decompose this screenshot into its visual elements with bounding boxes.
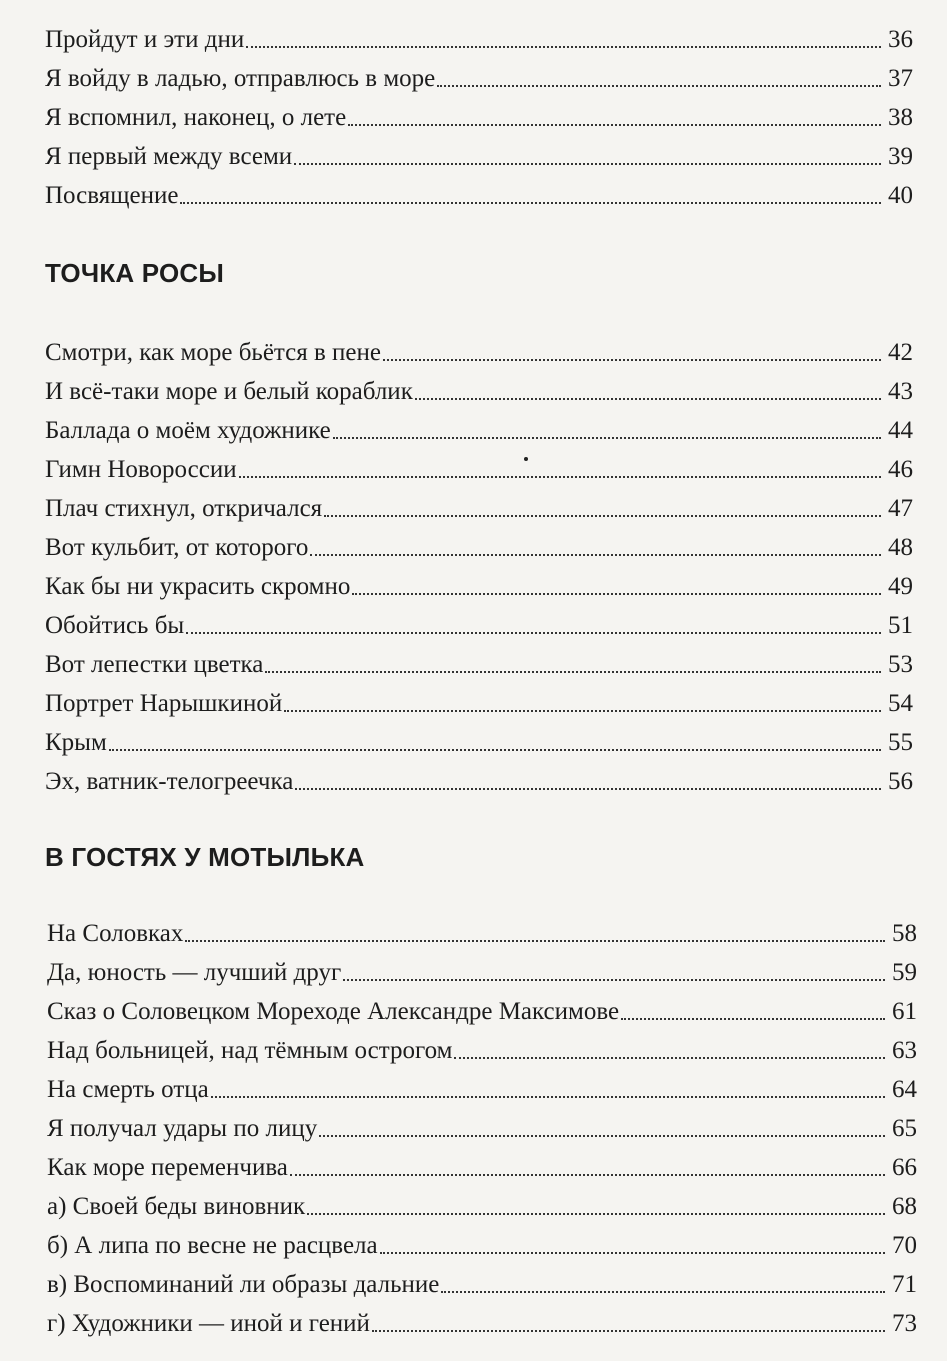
dot-leader <box>294 163 881 165</box>
toc-entry-page: 53 <box>888 651 913 678</box>
toc-entry-page: 70 <box>892 1232 917 1259</box>
toc-entry-title: а) Своей беды виновник <box>47 1193 306 1220</box>
toc-entry-title: г) Художники — иной и гений <box>47 1310 370 1337</box>
dot-leader <box>295 788 881 790</box>
toc-entry <box>45 20 913 52</box>
dot-leader <box>343 979 885 981</box>
toc-entry-page: 48 <box>888 534 913 561</box>
toc-entry-title: Посвящение <box>45 182 179 209</box>
toc-entry-title: Над больницей, над тёмным острогом <box>47 1037 453 1064</box>
toc-entry-title: Пройдут и эти дни <box>45 26 245 53</box>
toc-entry-page: 54 <box>888 690 913 717</box>
toc-entry-title: Да, юность — лучший друг <box>47 959 342 986</box>
toc-entry-page: 43 <box>888 378 913 405</box>
toc-entry <box>45 645 913 677</box>
dot-leader <box>372 1330 885 1332</box>
toc-entry-page: 46 <box>888 456 913 483</box>
toc-entry-title: На Соловках <box>47 920 184 947</box>
toc-entry-page: 63 <box>892 1037 917 1064</box>
dot-leader <box>290 1174 885 1176</box>
toc-entry-title: На смерть отца <box>47 1076 209 1103</box>
toc-entry-title: Я войду в ладью, отправлюсь в море <box>45 65 436 92</box>
toc-entry-title: Плач стихнул, откричался <box>45 495 323 522</box>
dot-leader <box>319 1135 885 1137</box>
toc-entry-title: Крым <box>45 729 107 756</box>
toc-entry-title: б) А липа по весне не расцвела <box>47 1232 378 1259</box>
toc-entry-page: 44 <box>888 417 913 444</box>
toc-entry-title: Как море переменчива <box>47 1154 288 1181</box>
dot-leader <box>186 632 881 634</box>
toc-entry-page: 66 <box>892 1154 917 1181</box>
toc-entry-title: в) Воспоминаний ли образы дальние <box>47 1271 440 1298</box>
dot-leader <box>333 437 881 439</box>
dot-leader <box>352 593 881 595</box>
toc-entry <box>47 953 917 985</box>
toc-entry-page: 73 <box>892 1310 917 1337</box>
toc-entry <box>45 333 913 365</box>
toc-entry <box>45 528 913 560</box>
toc-entry <box>45 450 913 482</box>
dot-leader <box>180 202 881 204</box>
dot-leader <box>621 1018 885 1020</box>
toc-entry <box>45 59 913 91</box>
toc-entry-page: 51 <box>888 612 913 639</box>
toc-entry-title: Баллада о моём художнике <box>45 417 331 444</box>
toc-entry <box>45 762 913 794</box>
section-title: В ГОСТЯХ У МОТЫЛЬКА <box>45 842 365 872</box>
toc-entry-page: 68 <box>892 1193 917 1220</box>
dot-leader <box>185 940 885 942</box>
toc-entry <box>47 1265 917 1297</box>
toc-entry-title: Гимн Новороссии <box>45 456 237 483</box>
toc-entry <box>45 489 913 521</box>
toc-entry <box>45 176 913 208</box>
toc-entry-title: Я вспомнил, наконец, о лете <box>45 104 347 131</box>
toc-entry-page: 40 <box>888 182 913 209</box>
toc-entry <box>45 606 913 638</box>
toc-entry <box>45 98 913 130</box>
toc-entry-page: 64 <box>892 1076 917 1103</box>
dot-leader <box>437 85 881 87</box>
toc-entry-title: Вот кульбит, от которого <box>45 534 309 561</box>
toc-entry <box>47 1226 917 1258</box>
toc-entry-page: 71 <box>892 1271 917 1298</box>
dot-leader <box>380 1252 885 1254</box>
toc-entry <box>47 1304 917 1336</box>
toc-entry-page: 55 <box>888 729 913 756</box>
dot-leader <box>310 554 881 556</box>
toc-entry <box>45 723 913 755</box>
dot-leader <box>454 1057 885 1059</box>
dot-leader <box>441 1291 885 1293</box>
section-title: ТОЧКА РОСЫ <box>45 258 225 288</box>
toc-entry-title: Я первый между всеми <box>45 143 293 170</box>
toc-entry-page: 59 <box>892 959 917 986</box>
toc-entry-title: Вот лепестки цветка <box>45 651 264 678</box>
toc-entry-page: 47 <box>888 495 913 522</box>
toc-entry-title: Сказ о Соловецком Мореходе Александре Максимове <box>47 998 620 1025</box>
dot-leader <box>324 515 881 517</box>
toc-entry-title: Смотри, как море бьётся в пене <box>45 339 381 366</box>
dot-leader <box>307 1213 885 1215</box>
dot-leader <box>284 710 881 712</box>
toc-entry-page: 42 <box>888 339 913 366</box>
toc-entry <box>45 137 913 169</box>
toc-entry-page: 38 <box>888 104 913 131</box>
toc-entry <box>45 684 913 716</box>
toc-entry-title: И всё-таки море и белый кораблик <box>45 378 413 405</box>
toc-entry-title: Эх, ватник-телогреечка <box>45 768 294 795</box>
toc-entry <box>45 372 913 404</box>
toc-entry-page: 37 <box>888 65 913 92</box>
toc-entry <box>47 1148 917 1180</box>
toc-entry-title: Портрет Нарышкиной <box>45 690 283 717</box>
dot-leader <box>109 749 881 751</box>
dot-leader <box>211 1096 885 1098</box>
print-speck <box>524 457 528 461</box>
toc-entry <box>47 1070 917 1102</box>
toc-entry-page: 61 <box>892 998 917 1025</box>
toc-entry <box>45 411 913 443</box>
dot-leader <box>246 46 881 48</box>
toc-entry <box>47 992 917 1024</box>
dot-leader <box>239 476 881 478</box>
toc-entry-title: Как бы ни украсить скромно <box>45 573 351 600</box>
toc-entry <box>47 914 917 946</box>
dot-leader <box>265 671 881 673</box>
dot-leader <box>348 124 881 126</box>
toc-entry-page: 49 <box>888 573 913 600</box>
toc-entry-page: 56 <box>888 768 913 795</box>
toc-entry <box>47 1187 917 1219</box>
toc-entry-title: Я получал удары по лицу <box>47 1115 318 1142</box>
toc-entry <box>47 1109 917 1141</box>
toc-entry-page: 58 <box>892 920 917 947</box>
toc-entry-page: 39 <box>888 143 913 170</box>
toc-entry-page: 36 <box>888 26 913 53</box>
toc-entry <box>45 567 913 599</box>
dot-leader <box>415 398 881 400</box>
dot-leader <box>383 359 881 361</box>
toc-entry <box>47 1031 917 1063</box>
toc-entry-title: Обойтись бы <box>45 612 185 639</box>
toc-entry-page: 65 <box>892 1115 917 1142</box>
